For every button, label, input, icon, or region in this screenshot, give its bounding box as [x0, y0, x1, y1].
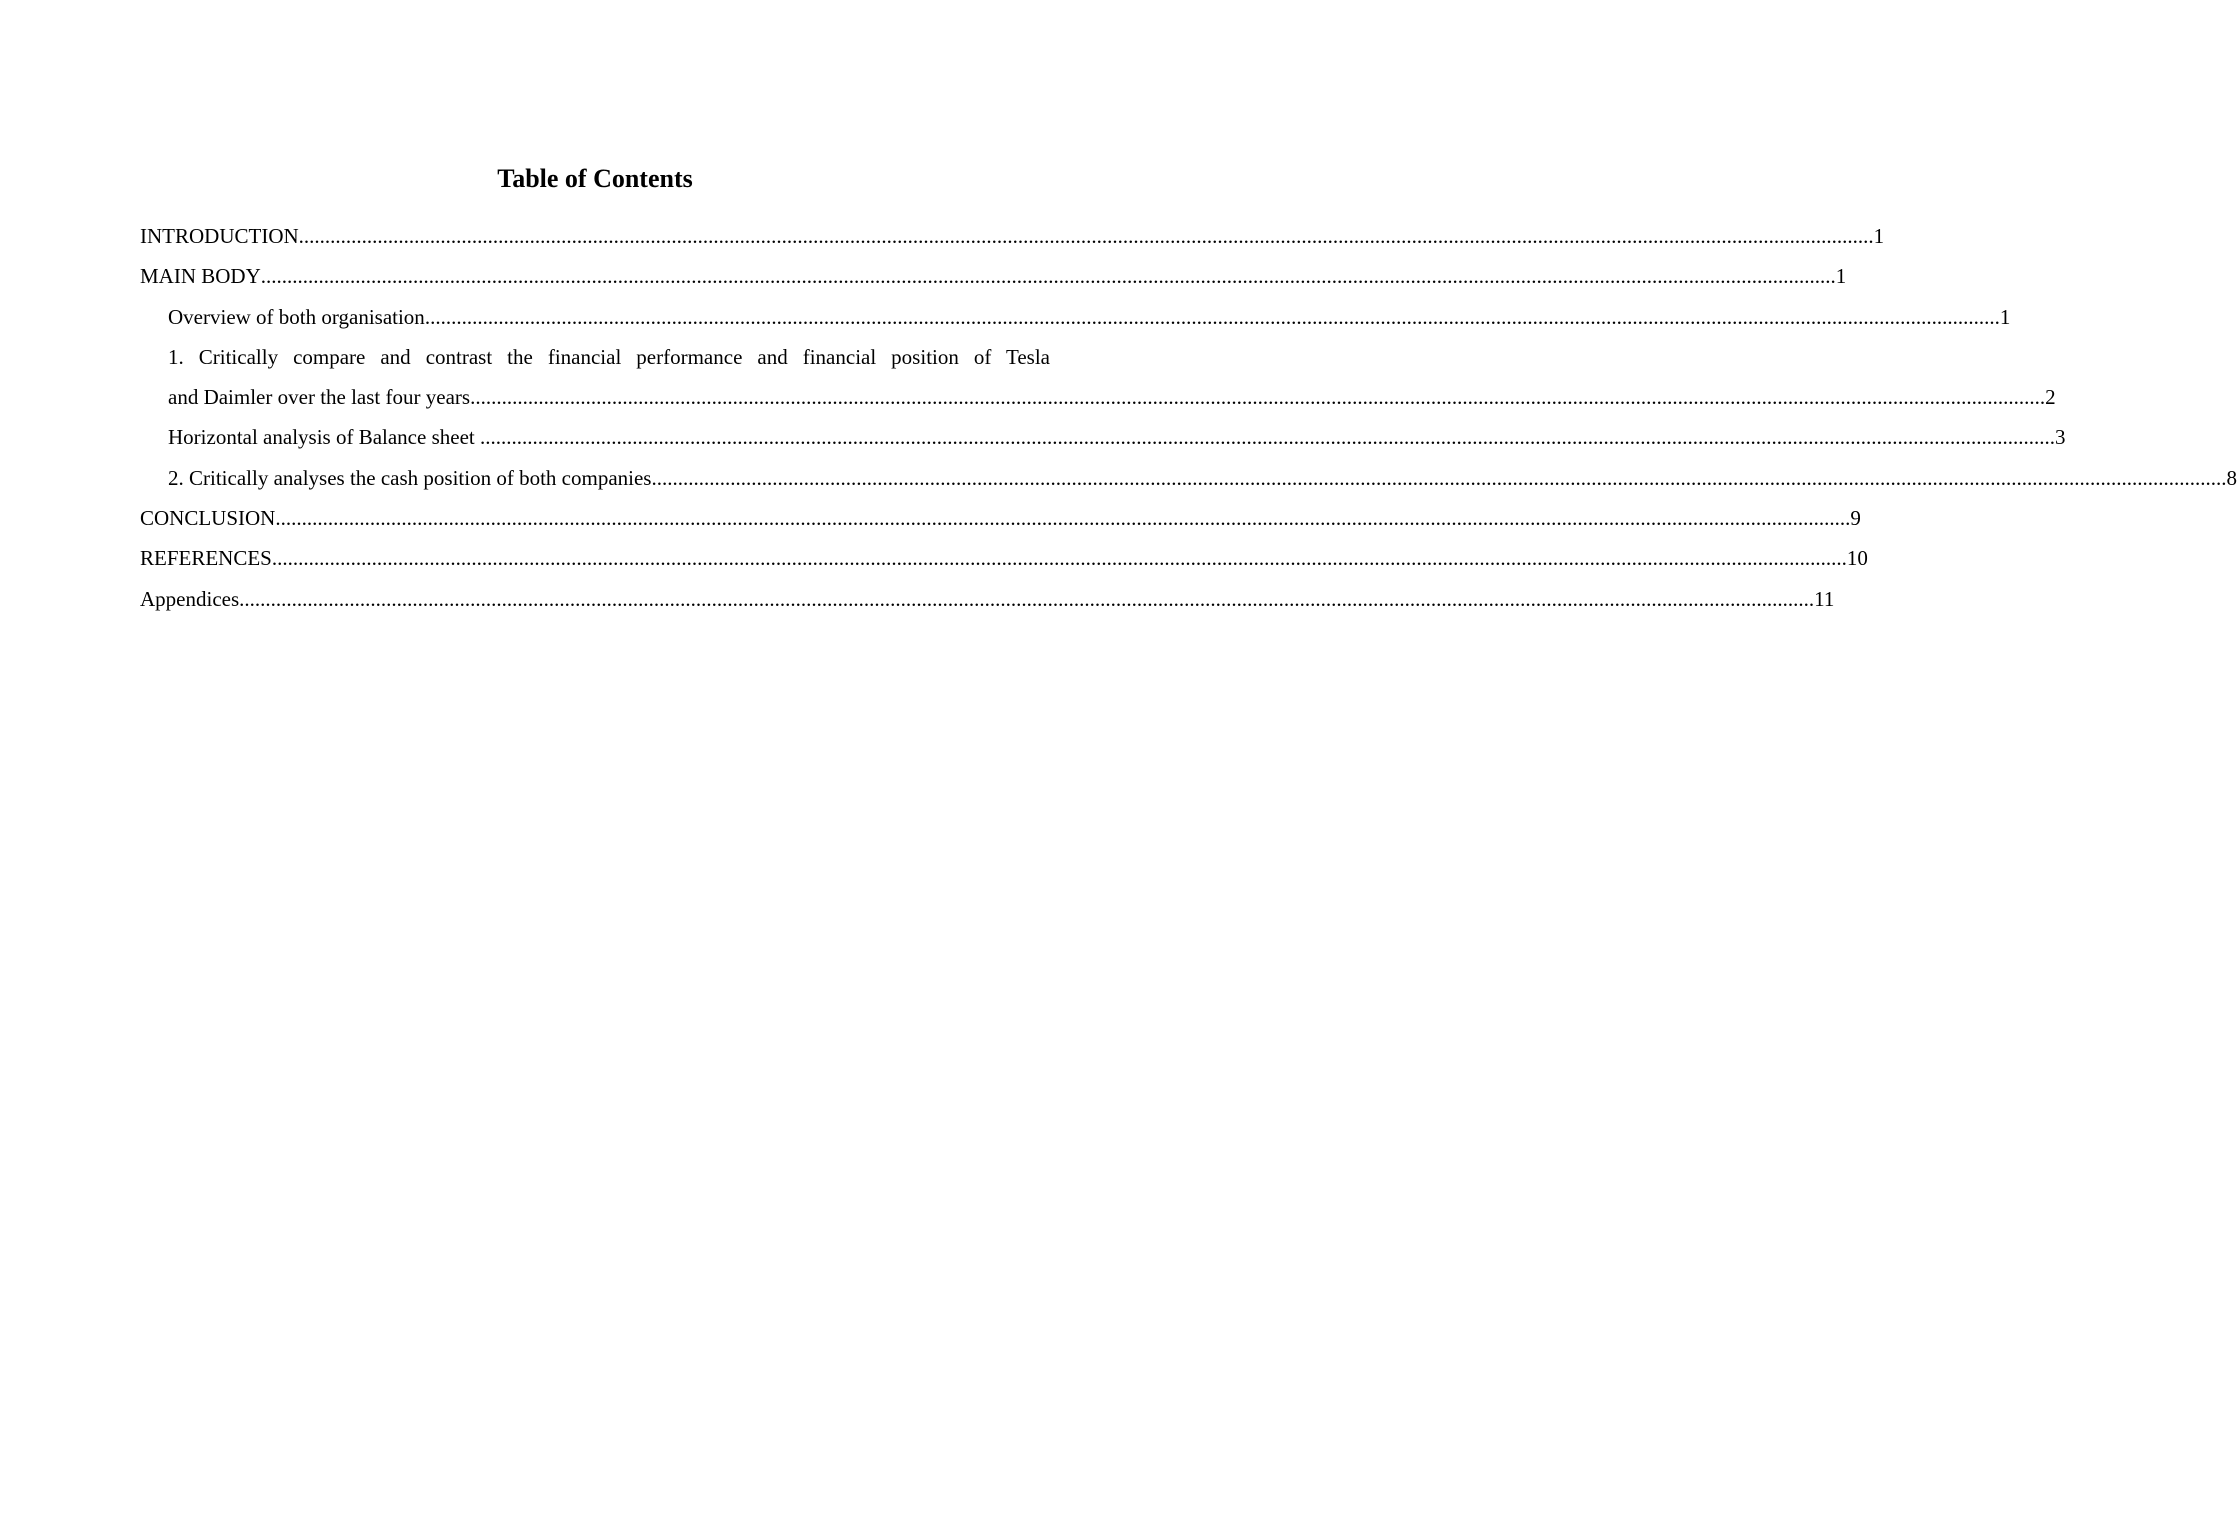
- toc-entry-references[interactable]: [140, 538, 1868, 578]
- dot-leader: ............................................................................................................................................................................................................................................................................................................: [298, 224, 1874, 248]
- toc-entry-overview[interactable]: [140, 297, 2011, 337]
- toc-title: Table of Contents: [497, 164, 693, 193]
- toc-entry-label: REFERENCES: [140, 546, 272, 571]
- dot-leader: ............................................................................................................................................................................................................................................................................................................: [470, 385, 2046, 410]
- toc-entry-conclusion[interactable]: [140, 498, 1861, 538]
- dot-leader: ............................................................................................................................................................................................................................................................................................................: [271, 546, 1847, 571]
- toc-entry-label: Appendices: [140, 586, 240, 611]
- dot-leader: ............................................................................................................................................................................................................................................................................................................: [275, 506, 1851, 531]
- toc-page-number: 9: [1850, 506, 1861, 531]
- toc-entry-label: MAIN BODY: [140, 264, 261, 289]
- toc-link[interactable]: [140, 256, 1847, 296]
- toc-page-number: 11: [1814, 586, 1835, 611]
- toc-entry-cash-position[interactable]: [140, 458, 2237, 498]
- toc-entry-label: Overview of both organisation: [168, 304, 425, 329]
- toc-entry-horizontal-analysis[interactable]: [140, 417, 2066, 457]
- toc-entry-appendices[interactable]: [140, 579, 1835, 619]
- dot-leader: ............................................................................................................................................................................................................................................................................................................: [260, 264, 1836, 289]
- toc-page-number: 10: [1846, 546, 1868, 571]
- toc-link[interactable]: [140, 579, 1835, 619]
- toc-entry-compare-contrast[interactable]: [140, 337, 2056, 418]
- toc-page-number: 1: [1873, 224, 1885, 248]
- toc-link[interactable]: [168, 297, 2011, 337]
- toc-entry-introduction[interactable]: [140, 216, 1885, 256]
- table-of-contents: [140, 216, 2237, 619]
- toc-entry-label: Horizontal analysis of Balance sheet: [168, 425, 480, 450]
- dot-leader: ............................................................................................................................................................................................................................................................................................................: [651, 465, 2227, 490]
- toc-page-number: 3: [2054, 425, 2066, 450]
- dot-leader: ............................................................................................................................................................................................................................................................................................................: [479, 425, 2055, 450]
- toc-page-number: 8: [2226, 465, 2237, 490]
- toc-link[interactable]: [140, 538, 1868, 578]
- toc-entry-label-line-2: and Daimler over the last four years: [168, 385, 471, 410]
- toc-entry-label: INTRODUCTION: [140, 224, 299, 248]
- toc-page-number: 1: [1835, 264, 1847, 289]
- toc-link[interactable]: [168, 417, 2066, 457]
- toc-link[interactable]: [168, 458, 2237, 498]
- toc-link[interactable]: [140, 498, 1861, 538]
- toc-entry-main-body[interactable]: [140, 256, 1847, 296]
- toc-link[interactable]: [140, 216, 1885, 256]
- toc-link[interactable]: [168, 377, 2056, 417]
- toc-page-number: 1: [1999, 304, 2011, 329]
- dot-leader: ............................................................................................................................................................................................................................................................................................................: [424, 304, 2000, 329]
- dot-leader: ............................................................................................................................................................................................................................................................................................................: [239, 586, 1815, 611]
- toc-entry-label-line-1: 1. Critically compare and contrast the financial performance and financial position of Tesla: [168, 344, 1050, 369]
- toc-entry-label: CONCLUSION: [140, 506, 276, 531]
- toc-page-number: 2: [2045, 385, 2056, 410]
- toc-entry-label: 2. Critically analyses the cash position of both companies: [168, 465, 652, 490]
